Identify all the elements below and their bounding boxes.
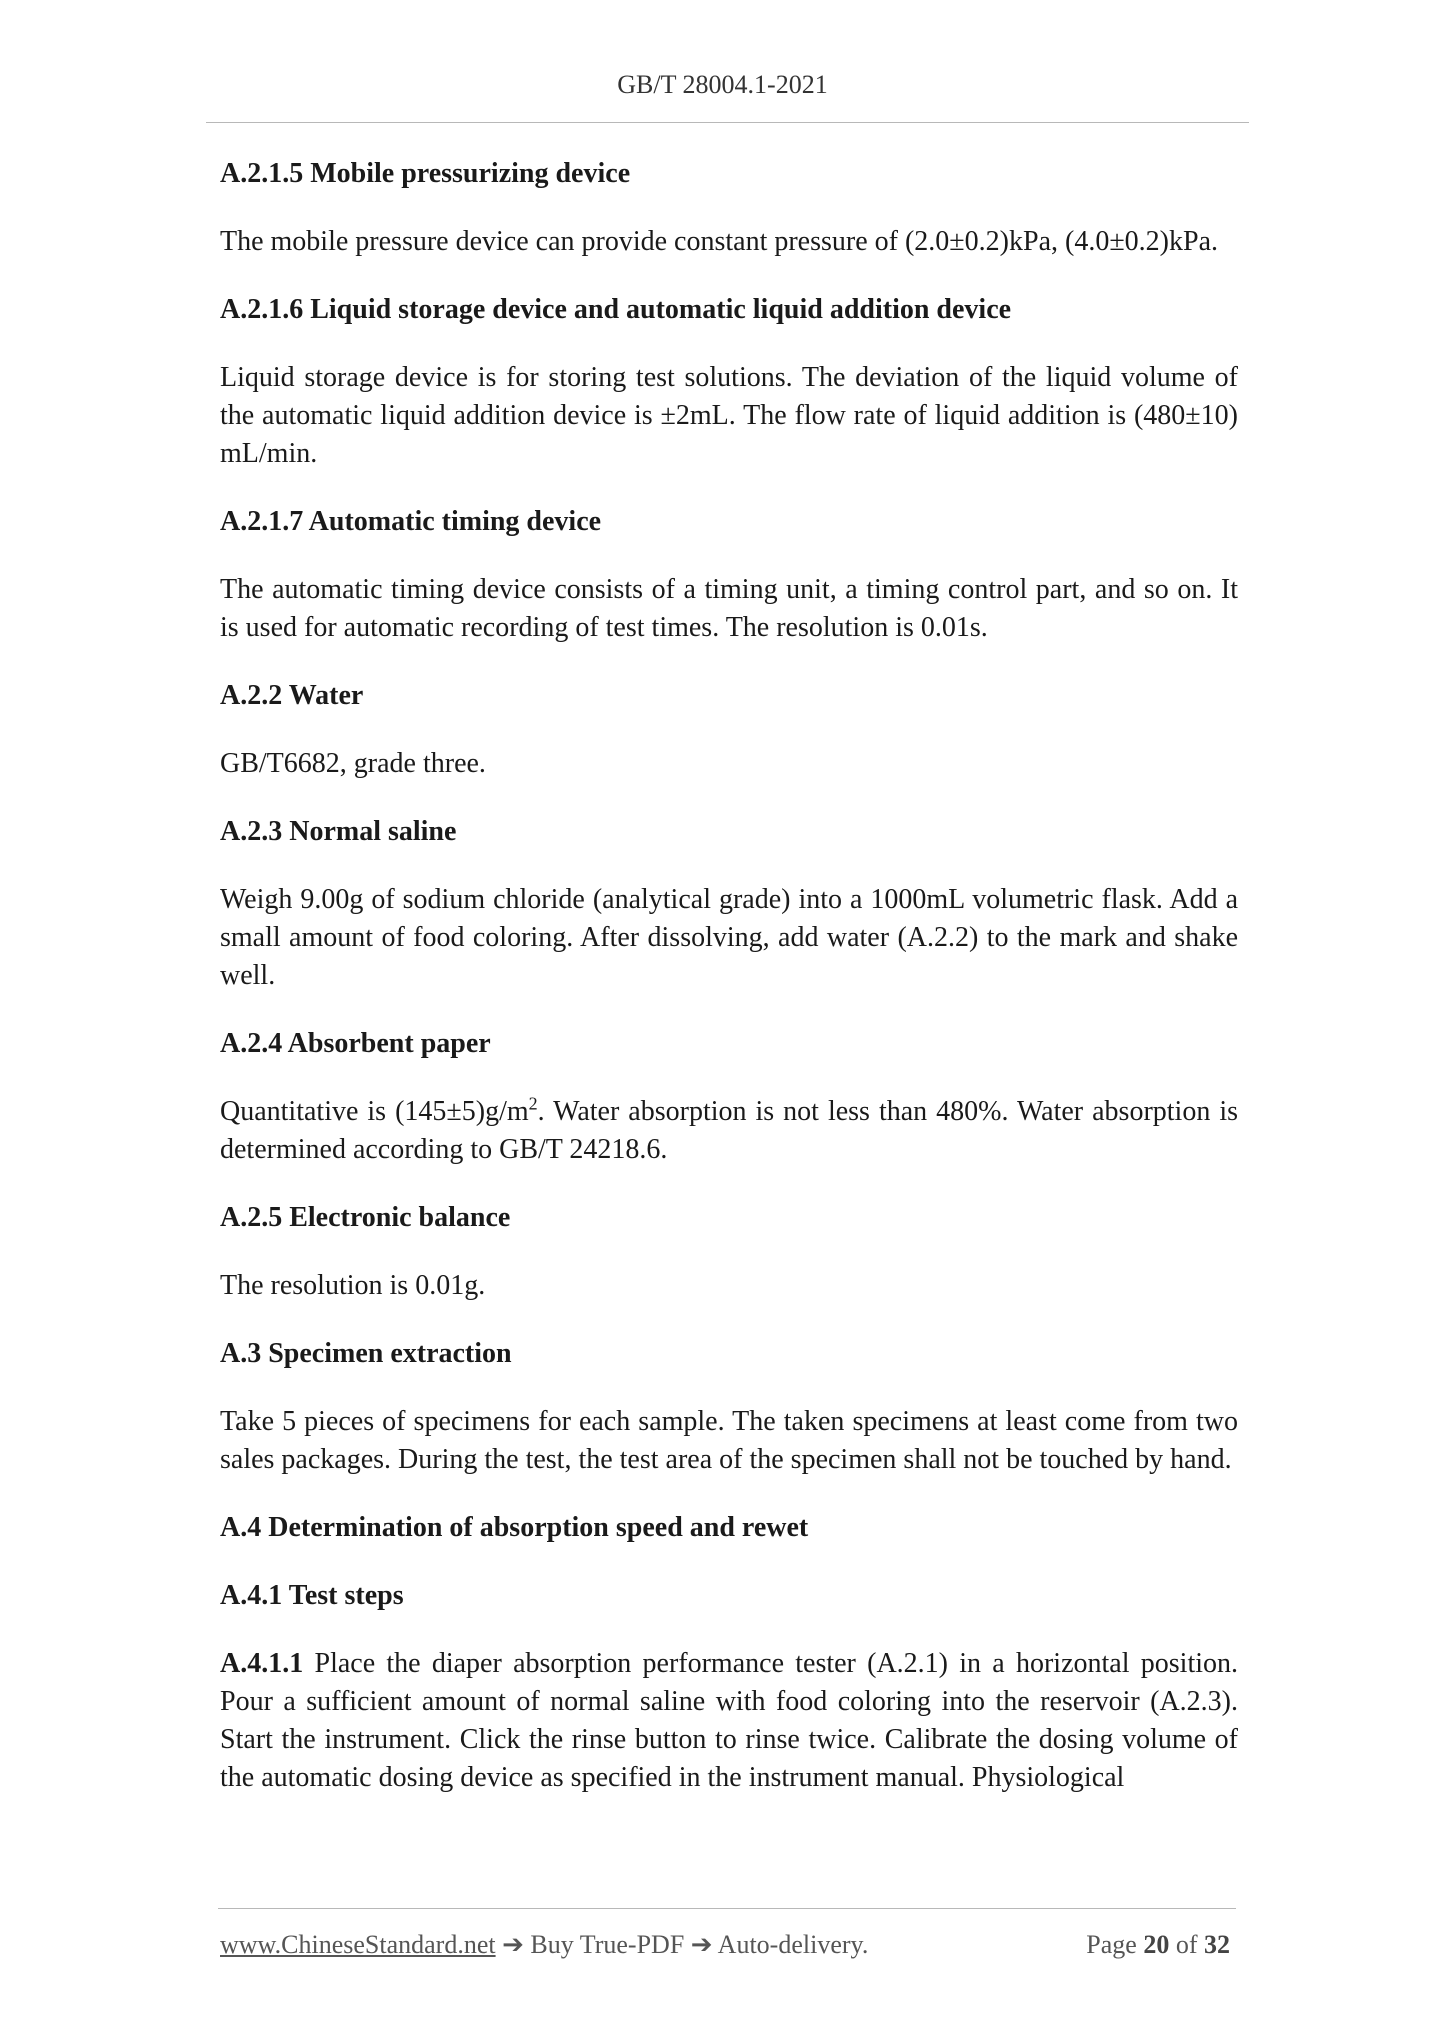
body-text: . Water absorption is not less than 480%. Water absorption is determined according to GB/T 24218.6.	[220, 1096, 1238, 1165]
page-content	[220, 155, 1238, 1797]
section-body: Take 5 pieces of specimens for each sample. The taken specimens at least come from two sales packages. During the test, the test area of the specimen shall not be touched by hand.	[220, 1406, 1238, 1475]
section-body	[220, 1645, 1238, 1797]
section-heading: A.4 Determination of absorption speed and rewet	[220, 1512, 809, 1543]
delivery-text: Auto-delivery.	[717, 1930, 869, 1959]
section-heading: A.2.2 Water	[220, 680, 364, 711]
clause-number: A.4.1.1	[220, 1648, 304, 1679]
document-code-header: GB/T 28004.1-2021	[617, 70, 828, 99]
body-text: Place the diaper absorption performance tester (A.2.1) in a horizontal position. Pour a sufficient amount of normal saline with food coloring into the reservoir (A.2.3). Start the instrument. Click the rinse button to rinse twice. Calibrate the dosing volume of the automatic dosing device as specified in the instrument manual. Physiological	[220, 1648, 1238, 1793]
section-body: The resolution is 0.01g.	[220, 1270, 486, 1301]
body-text: Quantitative is (145±5)g/m	[220, 1096, 529, 1127]
page-indicator	[1086, 1930, 1230, 1960]
buy-text: Buy True-PDF	[530, 1930, 685, 1959]
footer-divider	[218, 1908, 1236, 1909]
section-heading: A.2.3 Normal saline	[220, 816, 457, 847]
section-heading: A.2.1.6 Liquid storage device and automatic liquid addition device	[220, 294, 1012, 325]
section-body	[220, 1093, 1238, 1169]
section-body: The mobile pressure device can provide constant pressure of (2.0±0.2)kPa, (4.0±0.2)kPa.	[220, 226, 1219, 257]
page-footer	[220, 1930, 1230, 1960]
section-heading: A.4.1 Test steps	[220, 1580, 404, 1611]
arrow-icon: ➔	[502, 1930, 524, 1959]
website-link[interactable]: www.ChineseStandard.net	[220, 1930, 496, 1959]
header-divider	[206, 122, 1249, 123]
section-heading: A.2.4 Absorbent paper	[220, 1028, 491, 1059]
section-body: The automatic timing device consists of a timing unit, a timing control part, and so on. It is used for automatic recording of test times. The resolution is 0.01s.	[220, 574, 1238, 643]
section-heading: A.3 Specimen extraction	[220, 1338, 512, 1369]
page-label: Page	[1086, 1930, 1137, 1959]
section-body: GB/T6682, grade three.	[220, 748, 486, 779]
section-heading: A.2.5 Electronic balance	[220, 1202, 511, 1233]
section-body: Weigh 9.00g of sodium chloride (analytical grade) into a 1000mL volumetric flask. Add a small amount of food coloring. After dissolving, add water (A.2.2) to the mark and shake well.	[220, 884, 1238, 991]
superscript: 2	[528, 1093, 538, 1114]
page-number: 20	[1143, 1930, 1170, 1959]
section-body: Liquid storage device is for storing test solutions. The deviation of the liquid volume of the automatic liquid addition device is ±2mL. The flow rate of liquid addition is (480±10) mL/min.	[220, 362, 1238, 469]
of-label: of	[1175, 1930, 1198, 1959]
page-total: 32	[1204, 1930, 1230, 1959]
section-heading: A.2.1.5 Mobile pressurizing device	[220, 158, 631, 189]
arrow-icon: ➔	[690, 1930, 713, 1959]
section-heading: A.2.1.7 Automatic timing device	[220, 506, 602, 537]
